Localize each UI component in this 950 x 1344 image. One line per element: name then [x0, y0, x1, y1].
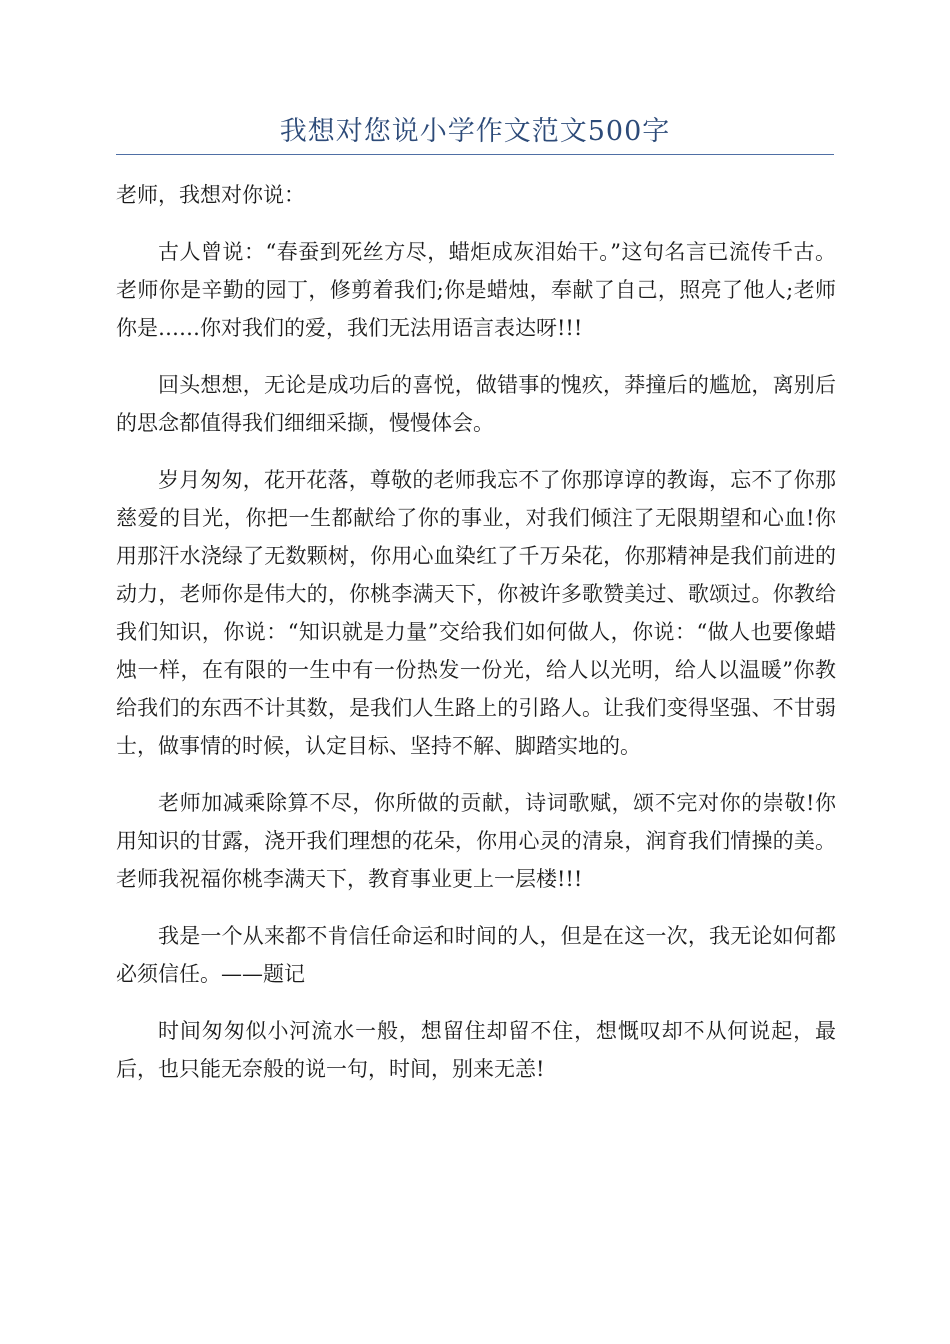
- document-title: 我想对您说小学作文范文500字: [279, 116, 671, 147]
- title-underline: [116, 154, 834, 155]
- paragraph-5: 我是一个从来都不肯信任命运和时间的人，但是在这一次，我无论如何都必须信任。——题记: [116, 924, 836, 986]
- paragraph-2: 回头想想，无论是成功后的喜悦，做错事的愧疚，莽撞后的尴尬，离别后的思念都值得我们细细采撷，慢慢体会。: [116, 373, 836, 435]
- paragraph-4: 老师加减乘除算不尽，你所做的贡献，诗词歌赋，颂不完对你的崇敬!你用知识的甘露，浇开我们理想的花朵，你用心灵的清泉，润育我们情操的美。老师我祝福你桃李满天下，教育事业更上一层楼!!!: [116, 791, 836, 891]
- salutation: 老师，我想对你说：: [116, 183, 305, 207]
- paragraph-1: 古人曾说：“春蚕到死丝方尽，蜡炬成灰泪始干。”这句名言已流传千古。老师你是辛勤的园丁，修剪着我们;你是蜡烛，奉献了自己，照亮了他人;老师你是……你对我们的爱，我们无法用语言表达呀!!!: [116, 240, 836, 340]
- paragraph-3: 岁月匆匆，花开花落，尊敬的老师我忘不了你那谆谆的教诲，忘不了你那慈爱的目光，你把一生都献给了你的事业，对我们倾注了无限期望和心血!你用那汗水浇绿了无数颗树，你用心血染红了千万朵花，你那精神是我们前进的动力，老师你是伟大的，你桃李满天下，你被许多歌赞美过、歌颂过。你教给我们知识，你说：“知识就是力量”交给我们如何做人，你说：“做人也要像蜡烛一样，在有限的一生中有一份热发一份光，给人以光明，给人以温暖”你教给我们的东西不计其数，是我们人生路上的引路人。让我们变得坚强、不甘弱士，做事情的时候，认定目标、坚持不解、脚踏实地的。: [116, 468, 836, 758]
- document-body: [116, 176, 836, 1107]
- paragraph-6: 时间匆匆似小河流水一般，想留住却留不住，想慨叹却不从何说起，最后，也只能无奈般的说一句，时间，别来无恙!: [116, 1019, 836, 1081]
